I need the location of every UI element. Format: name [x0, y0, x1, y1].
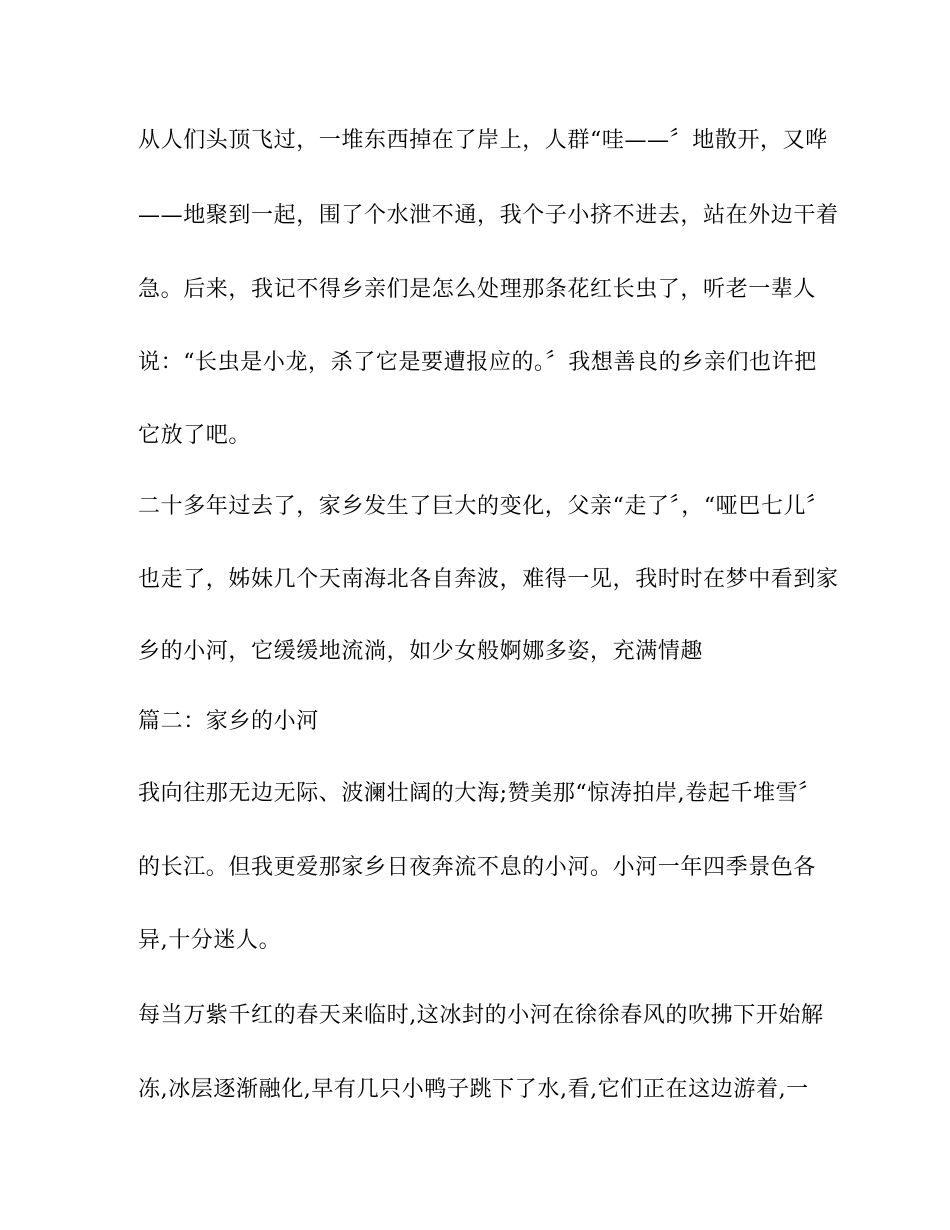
- text-line: 二十多年过去了，家乡发生了巨大的变化，父亲“走了〞，“哑巴七儿〞: [138, 494, 829, 519]
- text-line: 说：“长虫是小龙，杀了它是要遭报应的。〞我想善良的乡亲们也许把: [138, 350, 817, 375]
- section-heading: 篇二：家乡的小河: [138, 709, 319, 734]
- text-line: 异,十分迷人。: [138, 928, 282, 953]
- text-line: 冻,冰层逐渐融化,早有几只小鸭子跳下了水,看,它们正在这边游着,一: [138, 1077, 809, 1102]
- text-line: 乡的小河，它缓缓地流淌，如少女般婀娜多姿，充满情趣: [138, 639, 704, 664]
- text-line: 从人们头顶飞过，一堆东西掉在了岸上，人群“哇——〞地散开，又哗: [138, 128, 828, 153]
- text-line: 我向往那无边无际、波澜壮阔的大海;赞美那“惊涛拍岸,卷起千堆雪〞: [138, 781, 821, 806]
- text-line: 急。后来，我记不得乡亲们是怎么处理那条花红长虫了，听老一辈人: [138, 277, 817, 302]
- text-line: ——地聚到一起，围了个水泄不通，我个子小挤不进去，站在外边干着: [138, 203, 839, 228]
- text-line: 的长江。但我更爱那家乡日夜奔流不息的小河。小河一年四季景色各: [138, 855, 817, 880]
- text-line: 也走了，姊妹几个天南海北各自奔波，难得一见，我时时在梦中看到家: [138, 567, 839, 592]
- text-line: 每当万紫千红的春天来临时,这冰封的小河在徐徐春风的吹拂下开始解: [138, 1003, 824, 1028]
- text-line: 它放了吧。: [138, 423, 252, 448]
